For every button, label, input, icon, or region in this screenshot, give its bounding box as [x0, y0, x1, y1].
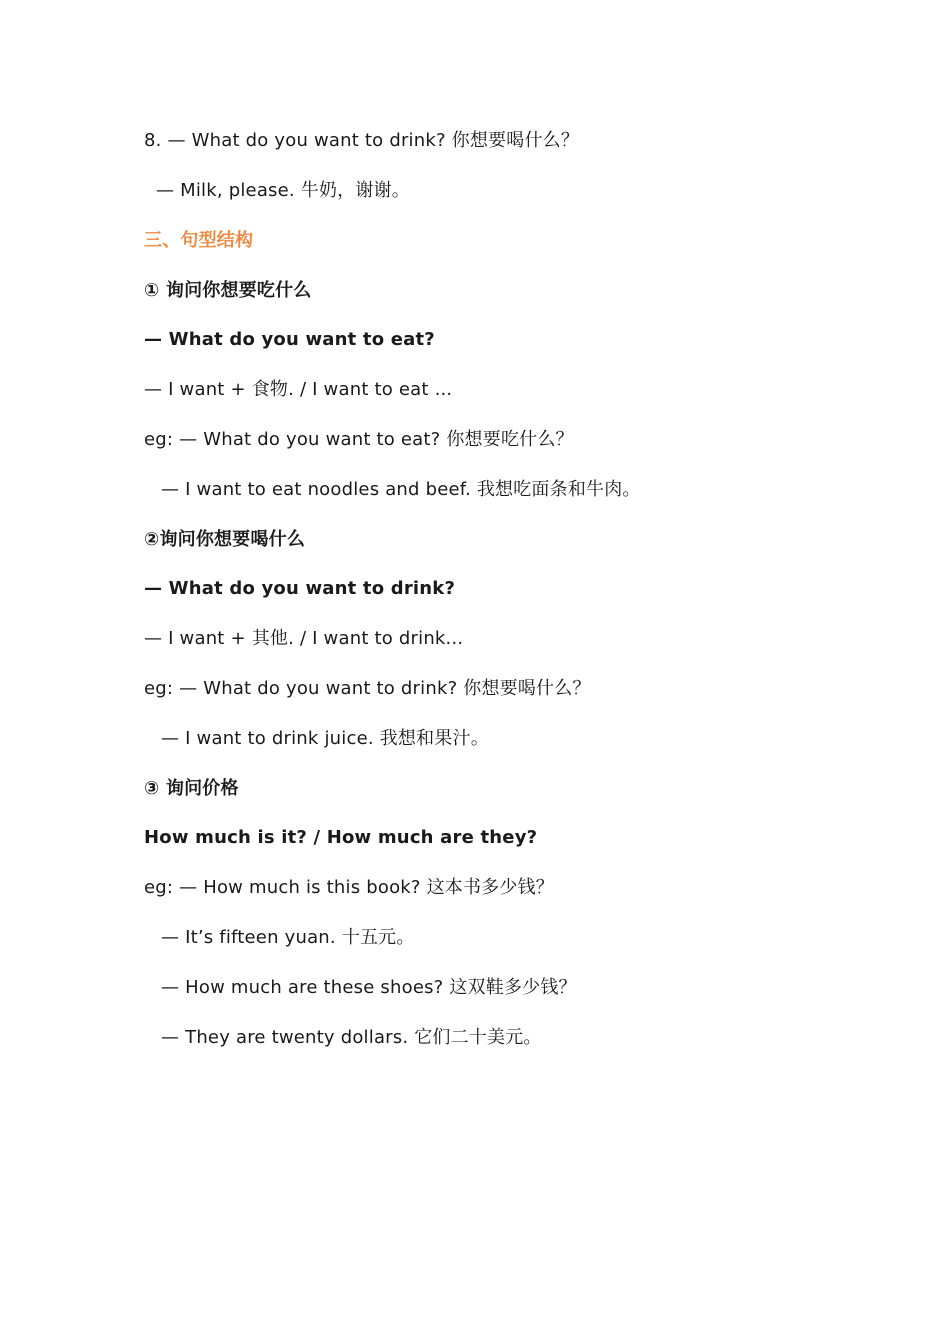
example-question-book-price: eg: — How much is this book? 这本书多少钱？ — [144, 877, 554, 898]
example-answer-shoes-price: — They are twenty dollars. 它们二十美元。 — [161, 1027, 542, 1048]
subheading-ask-drink: ②询问你想要喝什么 — [144, 529, 306, 550]
example-question-eat: eg: — What do you want to eat? 你想要吃什么？ — [144, 429, 574, 450]
example-answer-book-price: — It’s fifteen yuan. 十五元。 — [161, 927, 415, 948]
section-heading-sentence-structure: 三、句型结构 — [144, 230, 254, 251]
subheading-ask-eat: ① 询问你想要吃什么 — [144, 280, 312, 301]
subheading-ask-price: ③ 询问价格 — [144, 778, 239, 799]
pattern-question-price: How much is it? / How much are they? — [144, 827, 538, 848]
dialogue-question-drink: 8. — What do you want to drink? 你想要喝什么？ — [144, 130, 580, 151]
example-question-shoes-price: — How much are these shoes? 这双鞋多少钱？ — [161, 977, 577, 998]
pattern-answer-eat: — I want + 食物. / I want to eat ... — [144, 379, 453, 400]
example-answer-eat: — I want to eat noodles and beef. 我想吃面条和牛肉。 — [161, 479, 641, 500]
pattern-question-drink: — What do you want to drink? — [144, 578, 456, 599]
example-answer-drink: — I want to drink juice. 我想和果汁。 — [161, 728, 489, 749]
pattern-answer-drink: — I want + 其他. / I want to drink... — [144, 628, 464, 649]
dialogue-answer-milk: — Milk, please. 牛奶，谢谢。 — [156, 180, 410, 201]
example-question-drink: eg: — What do you want to drink? 你想要喝什么？ — [144, 678, 591, 699]
pattern-question-eat: — What do you want to eat? — [144, 329, 435, 350]
